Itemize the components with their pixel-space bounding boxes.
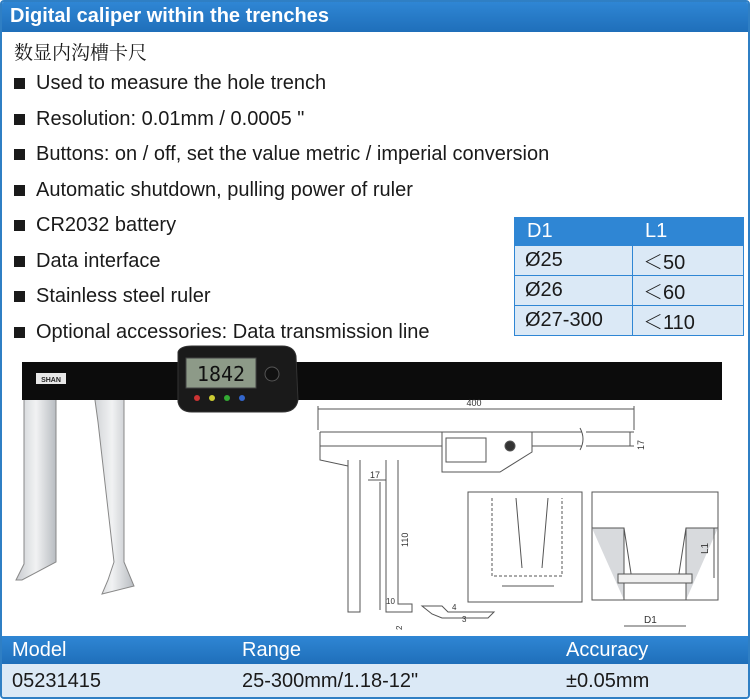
spec-cell: ＜110 [633,306,744,336]
spec-cell: Ø26 [515,276,633,306]
spec-header-d1: D1 [515,218,633,246]
accuracy-value: ±0.05mm [566,670,650,692]
chinese-subtitle: 数显内沟槽卡尺 [14,42,148,64]
square-bullet-icon [14,78,25,89]
svg-text:4: 4 [452,603,457,612]
svg-text:2: 2 [395,625,404,630]
feature-item: Used to measure the hole trench [14,66,549,102]
header-accuracy: Accuracy [566,639,649,661]
product-title: Digital caliper within the trenches [10,5,329,27]
feature-item: Buttons: on / off, set the value metric / imperial conversion [14,137,549,173]
square-bullet-icon [14,327,25,338]
svg-text:L1: L1 [700,542,711,554]
feature-list [14,66,549,350]
svg-text:400: 400 [466,398,482,408]
range-value: 25-300mm/1.18-12" [242,670,419,692]
spec-cell: Ø27-300 [515,306,633,336]
square-bullet-icon [14,220,25,231]
feature-item: Automatic shutdown, pulling power of ruler [14,173,549,209]
svg-text:3: 3 [462,615,467,624]
dimension-drawing [318,398,718,630]
feature-item: Optional accessories: Data transmission line [14,315,549,351]
table-row [515,276,744,306]
feature-item: Resolution: 0.01mm / 0.0005 " [14,102,549,138]
svg-text:D1: D1 [644,615,657,626]
caliper-drawing [2,342,748,634]
svg-text:17: 17 [370,470,381,480]
square-bullet-icon [14,149,25,160]
table-row [2,664,748,699]
square-bullet-icon [14,291,25,302]
svg-text:110: 110 [400,532,410,547]
svg-text:17: 17 [636,439,646,450]
spec-cell: Ø25 [515,246,633,276]
spec-header-row [515,218,744,246]
square-bullet-icon [14,256,25,267]
square-bullet-icon [14,185,25,196]
svg-text:10: 10 [386,597,395,606]
spec-cell: ＜50 [633,246,744,276]
table-row [515,306,744,336]
title-bar [2,2,748,32]
square-bullet-icon [14,114,25,125]
size-spec-table [514,217,744,336]
spec-header-l1: L1 [633,218,744,246]
feature-item: Stainless steel ruler [14,279,549,315]
svg-text:1842: 1842 [196,362,246,386]
feature-item: Data interface [14,244,549,280]
feature-item: CR2032 battery [14,208,549,244]
header-model: Model [12,639,67,661]
model-number: 05231415 [12,670,101,692]
product-table-header [2,636,748,664]
header-range: Range [242,639,301,661]
table-row [515,246,744,276]
spec-cell: ＜60 [633,276,744,306]
svg-text:SHAN: SHAN [41,377,61,384]
